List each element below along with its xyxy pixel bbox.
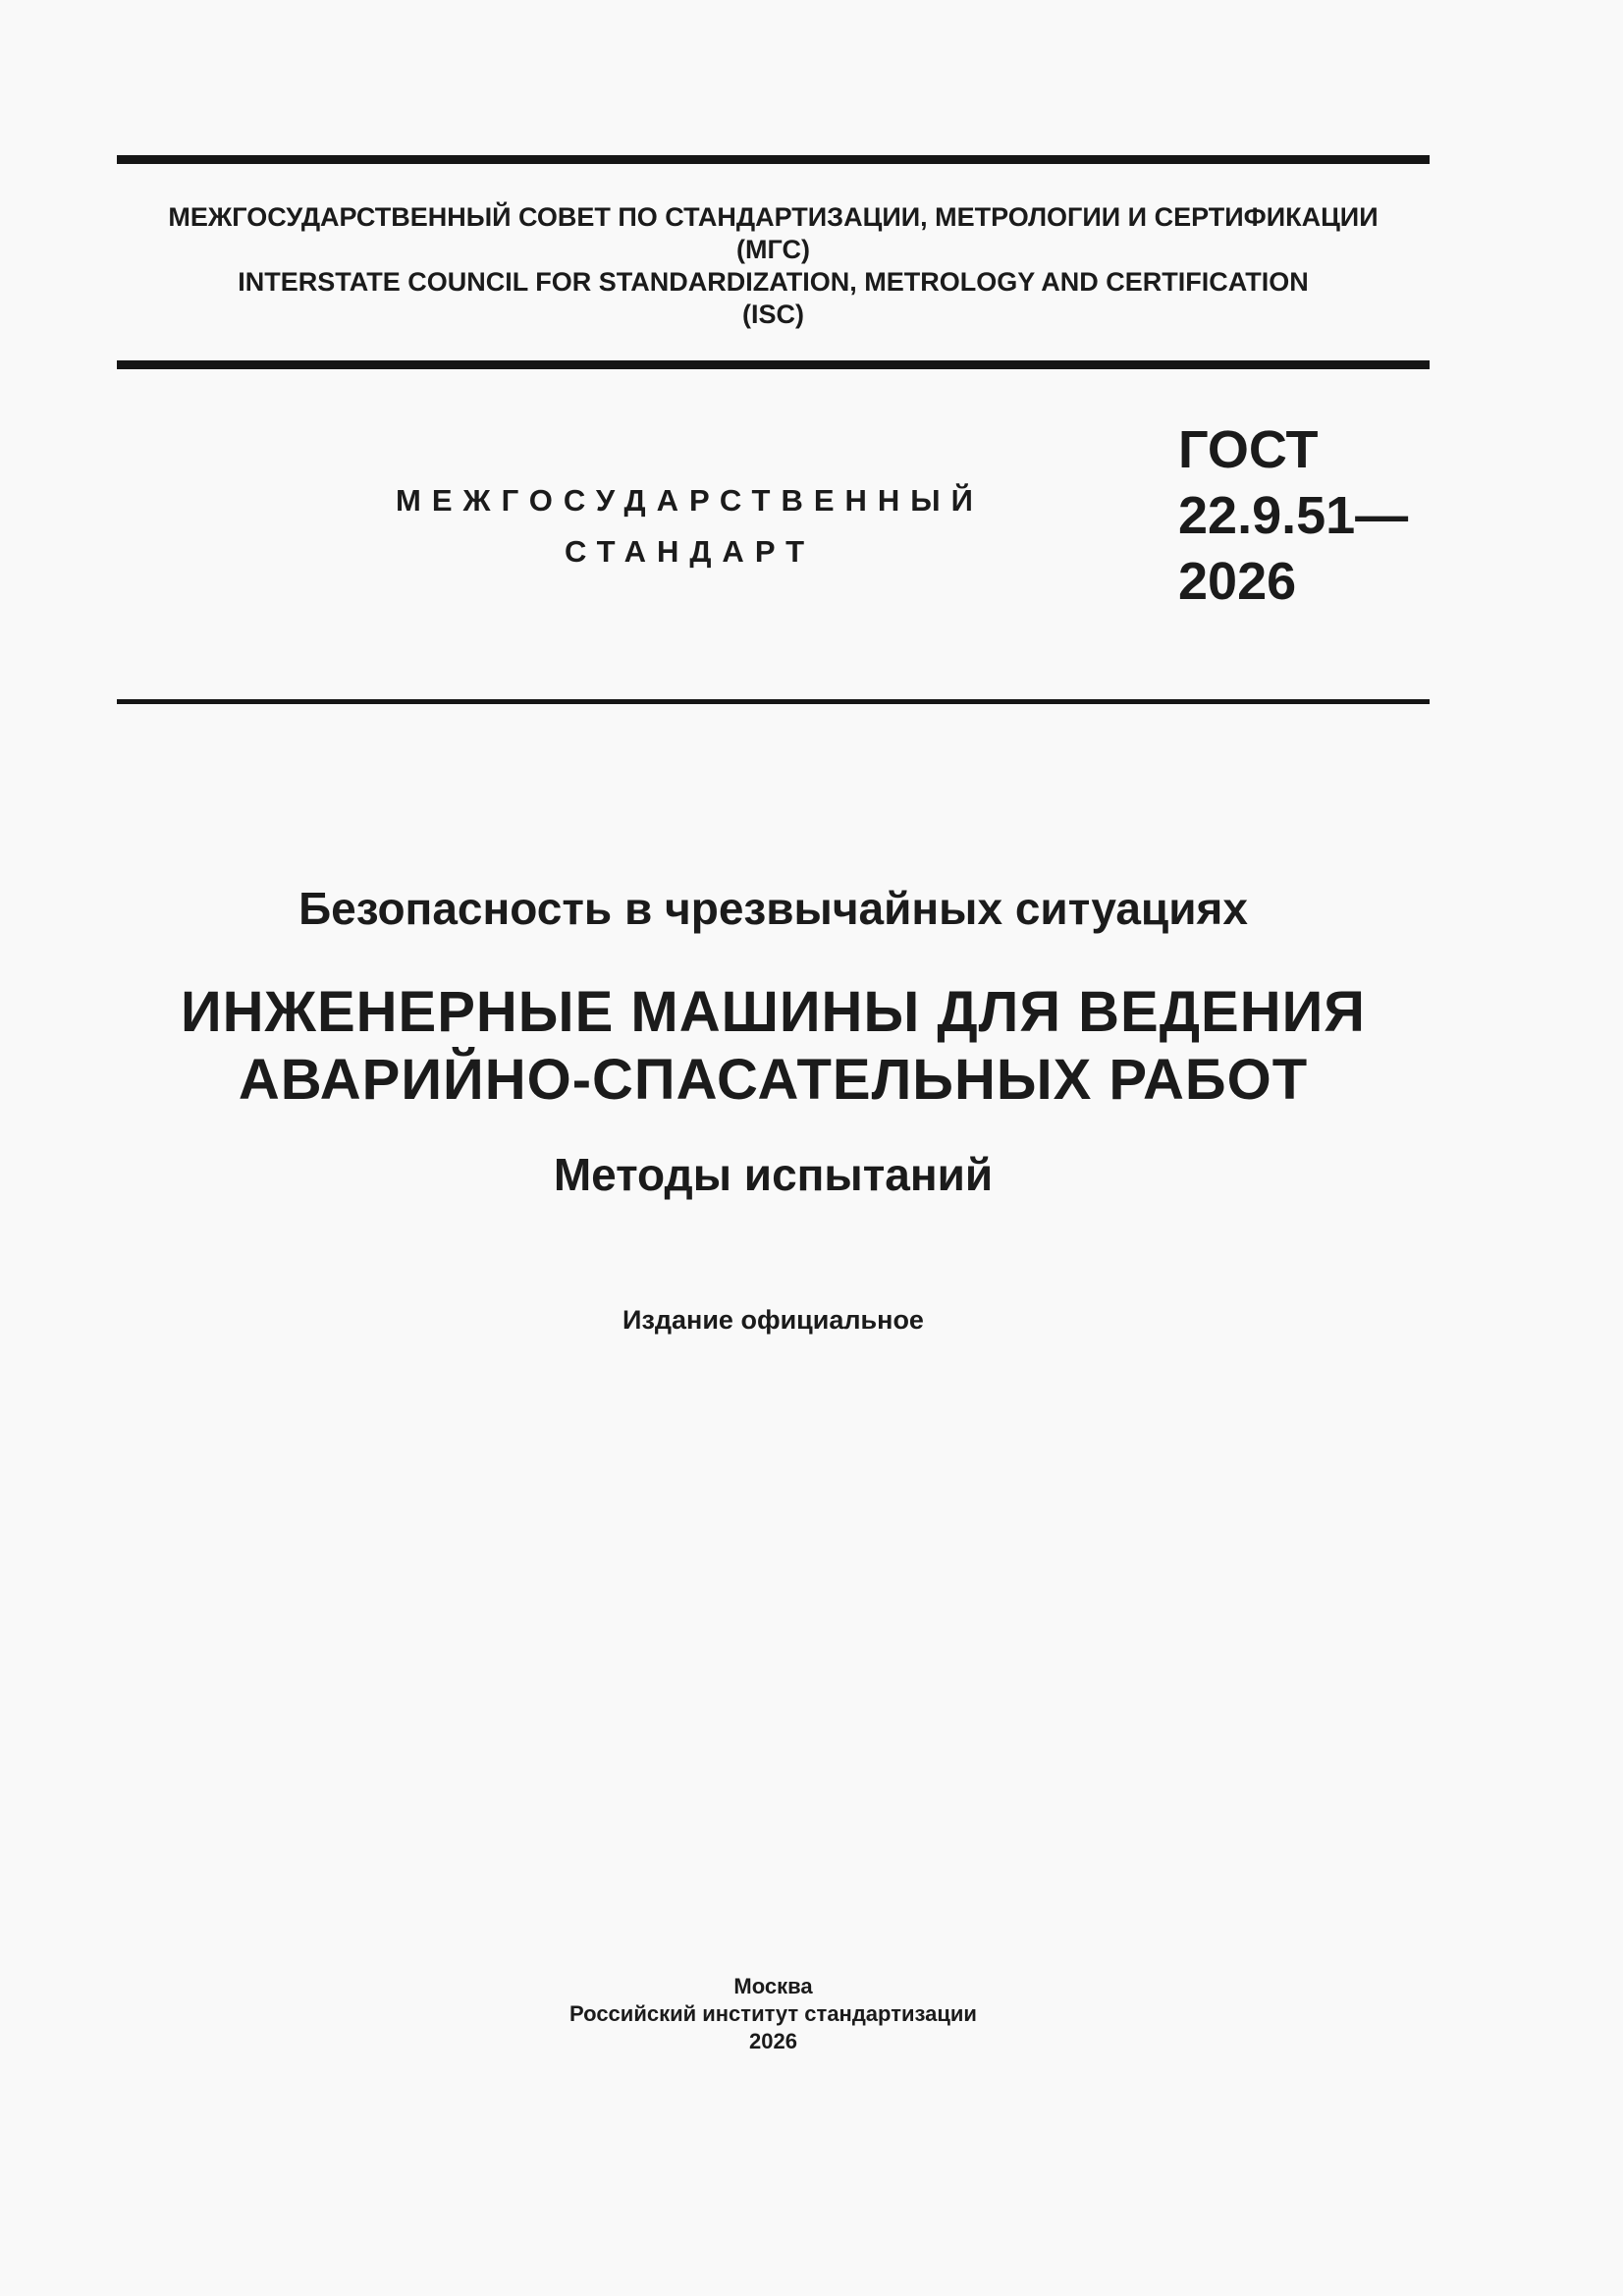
imprint [117,1973,1430,2055]
standard-type [393,475,987,577]
designation-year: 2026 [1178,552,1297,611]
imprint-year: 2026 [749,2029,797,2053]
standard-designation [1178,417,1408,615]
council-name-ru: МЕЖГОСУДАРСТВЕННЫЙ СОВЕТ ПО СТАНДАРТИЗАЦИИ, МЕТРОЛОГИИ И СЕРТИФИКАЦИИ [168,202,1379,232]
middle-rule [117,360,1430,369]
bottom-rule [117,699,1430,704]
edition-label: Издание официальное [622,1305,924,1335]
designation-prefix: ГОСТ [1178,420,1319,479]
document-title [117,978,1430,1114]
top-rule [117,155,1430,164]
council-abbr-en: (ISC) [742,300,804,329]
imprint-publisher: Российский институт стандартизации [569,2001,977,2026]
council-header [117,201,1430,331]
standard-type-line1: МЕЖГОСУДАРСТВЕННЫЙ [396,483,984,518]
document-subtitle: Методы испытаний [553,1149,994,1200]
designation-number: 22.9.51— [1178,486,1409,545]
council-name-en: INTERSTATE COUNCIL FOR STANDARDIZATION, METROLOGY AND CERTIFICATION [238,267,1309,297]
imprint-city: Москва [733,1974,813,1998]
standard-type-line2: СТАНДАРТ [564,534,816,569]
document-title-line2: АВАРИЙНО-СПАСАТЕЛЬНЫХ РАБОТ [238,1048,1309,1112]
series-title: Безопасность в чрезвычайных ситуациях [298,883,1248,934]
council-abbr-ru: (МГС) [736,235,810,264]
document-title-line1: ИНЖЕНЕРНЫЕ МАШИНЫ ДЛЯ ВЕДЕНИЯ [180,980,1366,1044]
